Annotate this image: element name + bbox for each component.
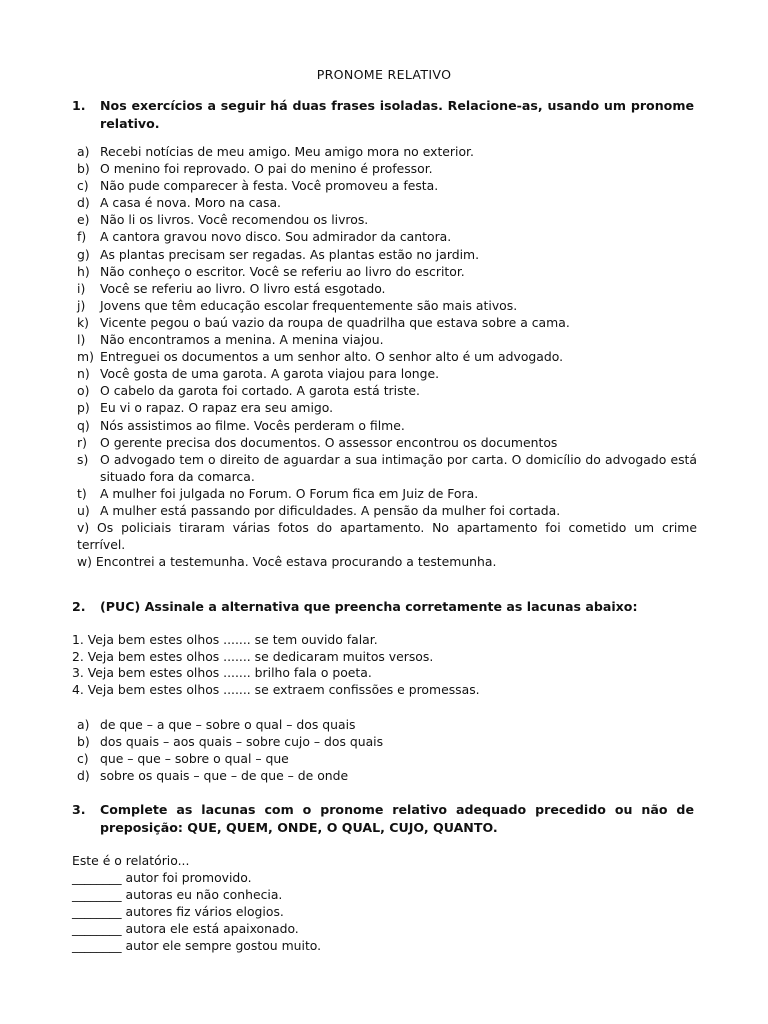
list-item: h) Não conheço o escritor. Você se referiu ao livro do escritor. [77, 263, 465, 279]
alternative-item: b) dos quais – aos quais – sobre cujo – dos quais [77, 734, 384, 749]
list-item: k) Vicente pegou o baú vazio da roupa de quadrilha que estava sobre a cama. [77, 314, 570, 330]
question-2-number: 2. [72, 599, 86, 614]
question-2-verses [72, 632, 572, 699]
list-item: f) A cantora gravou novo disco. Sou admirador da cantora. [77, 229, 452, 245]
list-item: d) A casa é nova. Moro na casa. [77, 195, 281, 211]
question-1-number: 1. [72, 98, 86, 113]
list-item: v) Os policiais tiraram várias fotos do apartamento. No apartamento foi cometido um crime terrível. [77, 520, 697, 553]
question-3-number: 3. [72, 802, 86, 817]
list-item: o) O cabelo da garota foi cortado. A garota está triste. [77, 383, 420, 399]
question-2-text: (PUC) Assinale a alternativa que preencha corretamente as lacunas abaixo: [100, 599, 638, 614]
page-title: PRONOME RELATIVO [316, 67, 452, 82]
blank-line: ________ autores fiz vários elogios. [72, 904, 284, 919]
list-item: i) Você se referiu ao livro. O livro está esgotado. [77, 280, 386, 296]
list-item: t) A mulher foi julgada no Forum. O Forum fica em Juiz de Fora. [77, 485, 479, 501]
list-item: n) Você gosta de uma garota. A garota viajou para longe. [77, 366, 440, 382]
list-item: u) A mulher está passando por dificuldades. A pensão da mulher foi cortada. [77, 502, 561, 518]
question-1-text: Nos exercícios a seguir há duas frases isoladas. Relacione-as, usando um pronome relativo. [100, 98, 694, 131]
question-1-items [77, 143, 697, 570]
list-item: l) Não encontramos a menina. A menina viajou. [77, 332, 384, 348]
list-item: w) Encontrei a testemunha. Você estava procurando a testemunha. [77, 554, 497, 570]
alternative-item: c) que – que – sobre o qual – que [77, 751, 289, 766]
blank-line: ________ autor ele sempre gostou muito. [72, 938, 322, 953]
verse-line: 3. Veja bem estes olhos ....... brilho fala o poeta. [72, 665, 372, 681]
list-item: m) Entreguei os documentos a um senhor alto. O senhor alto é um advogado. [77, 349, 564, 365]
question-1 [72, 97, 694, 133]
alternative-item: d) sobre os quais – que – de que – de onde [77, 768, 349, 783]
list-item: c) Não pude comparecer à festa. Você promoveu a festa. [77, 178, 439, 194]
blank-line: ________ autora ele está apaixonado. [72, 921, 299, 936]
list-item: r) O gerente precisa dos documentos. O assessor encontrou os documentos [77, 434, 558, 450]
verse-line: 1. Veja bem estes olhos ....... se tem ouvido falar. [72, 632, 378, 647]
alternative-item: a) de que – a que – sobre o qual – dos quais [77, 717, 356, 732]
list-item: q) Nós assistimos ao filme. Vocês perderam o filme. [77, 417, 405, 433]
question-2 [72, 598, 694, 616]
list-item: a) Recebi notícias de meu amigo. Meu amigo mora no exterior. [77, 144, 474, 159]
list-item: p) Eu vi o rapaz. O rapaz era seu amigo. [77, 400, 334, 416]
question-3-blanks [72, 852, 572, 954]
question-2-alternatives [77, 716, 677, 784]
list-item: g) As plantas precisam ser regadas. As plantas estão no jardim. [77, 246, 480, 262]
list-item: j) Jovens que têm educação escolar frequentemente são mais ativos. [77, 297, 518, 313]
verse-line: 4. Veja bem estes olhos ....... se extraem confissões e promessas. [72, 682, 480, 698]
blank-line: ________ autoras eu não conhecia. [72, 887, 283, 902]
list-item: e) Não li os livros. Você recomendou os livros. [77, 212, 369, 228]
intro-line: Este é o relatório... [72, 853, 190, 868]
list-item: b) O menino foi reprovado. O pai do menino é professor. [77, 161, 433, 177]
question-3 [72, 801, 694, 837]
list-item: s) O advogado tem o direito de aguardar a sua intimação por carta. O domicílio do advogado está situado fora da comarca. [77, 451, 697, 484]
verse-line: 2. Veja bem estes olhos ....... se dedicaram muitos versos. [72, 648, 434, 664]
question-3-text: Complete as lacunas com o pronome relativo adequado precedido ou não de preposição: QUE, QUEM, ONDE, O QUAL, CUJO, QUANTO. [100, 802, 694, 835]
blank-line: ________ autor foi promovido. [72, 870, 252, 885]
